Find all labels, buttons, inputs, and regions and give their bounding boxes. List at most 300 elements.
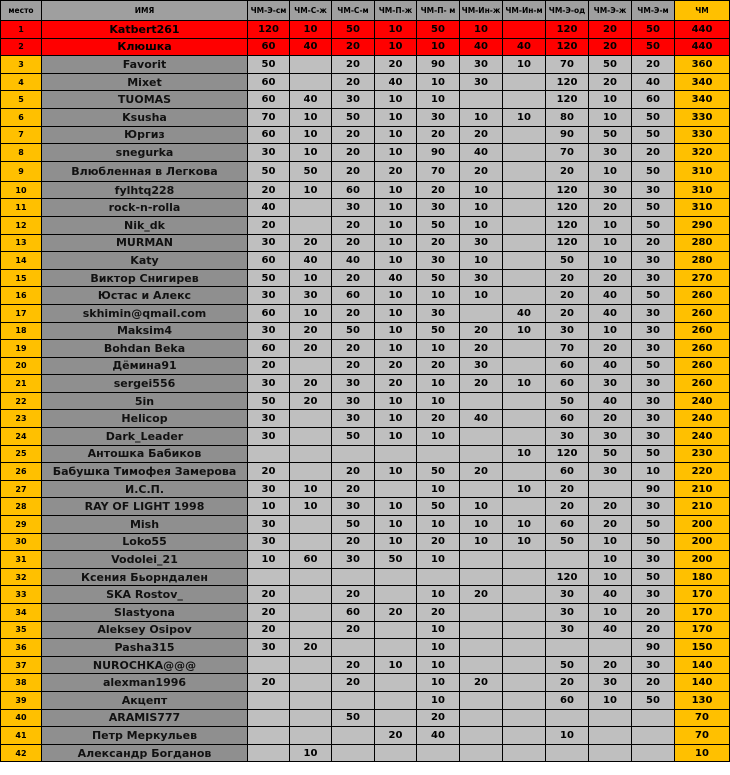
score-cell: 30 [460,56,503,74]
score-cell: 10 [375,21,417,39]
score-cell: 20 [375,375,417,393]
score-cell: 120 [546,181,589,199]
score-cell: 20 [589,656,632,674]
total-cell: 10 [675,744,730,762]
score-cell [503,604,546,622]
score-cell [248,744,290,762]
score-cell: 20 [632,56,675,74]
name-cell: Katy [42,252,248,270]
name-cell: RAY OF LIGHT 1998 [42,498,248,516]
place-cell: 23 [1,410,42,428]
score-cell: 20 [460,161,503,181]
score-cell: 20 [332,674,375,692]
name-cell: snegurka [42,144,248,162]
score-cell: 10 [503,533,546,551]
total-cell: 440 [675,21,730,39]
score-cell: 20 [375,604,417,622]
score-cell: 60 [546,375,589,393]
place-cell: 7 [1,126,42,144]
score-cell: 20 [546,480,589,498]
header-event: ЧМ-Э-см [248,1,290,21]
score-cell: 30 [332,199,375,217]
score-cell: 50 [632,533,675,551]
score-cell: 20 [332,533,375,551]
score-cell: 20 [332,126,375,144]
score-cell: 10 [589,234,632,252]
score-cell: 20 [290,639,332,657]
header-event: ЧМ-С-ж [290,1,332,21]
score-cell: 50 [632,516,675,534]
score-cell: 10 [460,181,503,199]
score-cell [417,445,460,463]
score-cell: 10 [290,108,332,126]
table-row [1,126,730,144]
place-cell: 30 [1,533,42,551]
score-cell: 10 [417,91,460,109]
score-cell: 20 [332,656,375,674]
table-row [1,73,730,91]
score-cell: 70 [546,340,589,358]
score-cell: 120 [546,216,589,234]
score-cell [417,568,460,586]
score-cell: 10 [375,216,417,234]
score-cell: 10 [375,410,417,428]
score-cell: 20 [332,38,375,56]
score-cell: 30 [332,551,375,569]
score-cell: 30 [332,392,375,410]
name-cell: Влюбленная в Легкова [42,161,248,181]
score-cell: 30 [332,498,375,516]
score-cell: 20 [417,234,460,252]
score-cell [290,216,332,234]
score-cell: 20 [290,375,332,393]
score-cell: 10 [503,322,546,340]
score-cell: 30 [248,533,290,551]
score-cell [290,533,332,551]
place-cell: 38 [1,674,42,692]
place-cell: 4 [1,73,42,91]
table-row [1,199,730,217]
score-cell [503,551,546,569]
score-cell: 20 [332,463,375,481]
score-cell: 10 [589,252,632,270]
score-cell: 30 [290,287,332,305]
score-cell: 30 [248,516,290,534]
total-cell: 260 [675,340,730,358]
score-cell: 10 [375,234,417,252]
score-cell: 10 [375,498,417,516]
score-cell: 20 [290,234,332,252]
score-cell [460,656,503,674]
table-row [1,161,730,181]
score-cell: 20 [460,674,503,692]
score-cell [460,709,503,727]
score-cell: 50 [417,498,460,516]
score-cell [332,727,375,745]
place-cell: 10 [1,181,42,199]
name-cell: Mixet [42,73,248,91]
score-cell [248,727,290,745]
score-cell: 20 [460,375,503,393]
table-row [1,108,730,126]
table-body [1,21,730,762]
table-row [1,252,730,270]
table-row [1,621,730,639]
total-cell: 270 [675,269,730,287]
score-cell [248,709,290,727]
name-cell: Helicop [42,410,248,428]
score-cell: 10 [417,375,460,393]
total-cell: 70 [675,709,730,727]
score-cell: 30 [417,108,460,126]
score-cell [546,639,589,657]
score-cell: 10 [546,727,589,745]
score-cell: 70 [248,108,290,126]
score-cell: 50 [332,428,375,446]
score-cell [290,445,332,463]
score-cell: 30 [460,73,503,91]
place-cell: 35 [1,621,42,639]
score-cell [589,480,632,498]
score-cell: 60 [332,604,375,622]
score-cell: 10 [460,216,503,234]
score-cell [503,91,546,109]
score-cell [460,445,503,463]
score-cell: 30 [632,498,675,516]
score-cell: 20 [332,480,375,498]
score-cell: 50 [632,161,675,181]
score-cell: 20 [546,498,589,516]
name-cell: Виктор Снигирев [42,269,248,287]
score-cell: 120 [546,91,589,109]
total-cell: 230 [675,445,730,463]
score-cell [290,568,332,586]
score-cell: 20 [546,674,589,692]
score-cell: 10 [460,252,503,270]
table-row [1,287,730,305]
place-cell: 18 [1,322,42,340]
name-cell: Dark_Leader [42,428,248,446]
score-cell [375,445,417,463]
score-cell: 30 [589,144,632,162]
score-cell: 30 [332,410,375,428]
score-cell: 50 [332,516,375,534]
score-cell: 10 [417,656,460,674]
score-cell: 60 [248,91,290,109]
score-cell [460,621,503,639]
place-cell: 40 [1,709,42,727]
score-cell: 30 [417,304,460,322]
score-cell: 40 [460,144,503,162]
score-cell: 10 [375,252,417,270]
score-cell: 20 [589,269,632,287]
score-cell: 30 [248,287,290,305]
name-cell: skhimin@qmail.com [42,304,248,322]
score-cell: 20 [332,357,375,375]
score-cell [503,568,546,586]
score-cell: 60 [632,91,675,109]
score-cell: 20 [589,516,632,534]
place-cell: 13 [1,234,42,252]
score-cell [290,73,332,91]
name-cell: Ksusha [42,108,248,126]
header-place: место [1,1,42,21]
score-cell [503,181,546,199]
place-cell: 27 [1,480,42,498]
score-cell: 10 [589,216,632,234]
score-cell: 20 [290,322,332,340]
score-cell: 70 [546,56,589,74]
score-cell: 40 [589,621,632,639]
table-row [1,38,730,56]
score-cell: 10 [460,21,503,39]
score-cell: 10 [375,304,417,322]
score-cell: 40 [332,252,375,270]
score-cell [503,709,546,727]
score-cell: 30 [248,322,290,340]
score-cell: 10 [375,108,417,126]
score-cell: 20 [589,498,632,516]
score-cell: 10 [632,463,675,481]
table-row [1,744,730,762]
total-cell: 280 [675,252,730,270]
score-cell: 20 [248,621,290,639]
score-cell: 50 [632,216,675,234]
score-cell: 20 [332,269,375,287]
score-cell: 10 [589,161,632,181]
name-cell: alexman1996 [42,674,248,692]
score-cell: 10 [417,691,460,709]
score-cell [290,516,332,534]
score-cell: 10 [290,126,332,144]
score-cell: 10 [417,551,460,569]
name-cell: Mish [42,516,248,534]
score-cell: 20 [332,73,375,91]
table-row [1,498,730,516]
score-cell: 30 [248,480,290,498]
score-cell: 50 [248,161,290,181]
table-row [1,674,730,692]
name-cell: Клюшка [42,38,248,56]
score-cell: 10 [375,340,417,358]
score-cell [503,161,546,181]
total-cell: 340 [675,91,730,109]
score-cell [375,568,417,586]
name-cell: rock-n-rolla [42,199,248,217]
score-cell: 30 [248,144,290,162]
score-cell: 20 [589,199,632,217]
score-cell: 10 [375,463,417,481]
score-cell [503,340,546,358]
score-cell: 50 [632,126,675,144]
table-row [1,21,730,39]
score-cell: 10 [460,287,503,305]
total-cell: 70 [675,727,730,745]
score-cell: 120 [546,38,589,56]
total-cell: 260 [675,287,730,305]
header-event: ЧМ-П-ж [375,1,417,21]
total-cell: 200 [675,533,730,551]
name-cell: Maksim4 [42,322,248,340]
score-cell: 20 [460,463,503,481]
score-cell [503,216,546,234]
score-cell: 20 [589,38,632,56]
score-cell: 30 [632,586,675,604]
score-cell: 10 [417,392,460,410]
place-cell: 26 [1,463,42,481]
score-cell [632,727,675,745]
score-cell: 120 [546,445,589,463]
place-cell: 36 [1,639,42,657]
header-event: ЧМ-Ин-м [503,1,546,21]
score-cell: 10 [375,144,417,162]
score-cell: 20 [589,410,632,428]
total-cell: 240 [675,392,730,410]
score-cell: 60 [248,340,290,358]
score-cell: 20 [375,56,417,74]
score-cell: 120 [248,21,290,39]
score-cell: 50 [290,161,332,181]
score-cell [503,463,546,481]
score-cell [546,551,589,569]
name-cell: Vodolei_21 [42,551,248,569]
score-cell: 50 [332,322,375,340]
table-row [1,691,730,709]
name-cell: SKA Rostov_ [42,586,248,604]
score-cell: 10 [417,586,460,604]
score-cell [290,586,332,604]
place-cell: 15 [1,269,42,287]
name-cell: fylhtq228 [42,181,248,199]
score-cell: 10 [589,604,632,622]
score-cell: 10 [417,73,460,91]
score-cell [503,744,546,762]
score-cell: 30 [632,551,675,569]
score-cell: 10 [503,375,546,393]
score-cell: 20 [332,216,375,234]
score-cell [460,551,503,569]
score-cell: 90 [417,56,460,74]
place-cell: 39 [1,691,42,709]
score-cell: 20 [248,674,290,692]
score-cell: 60 [546,691,589,709]
total-cell: 260 [675,304,730,322]
score-cell: 30 [460,269,503,287]
total-cell: 320 [675,144,730,162]
score-cell: 30 [589,428,632,446]
score-cell: 50 [332,709,375,727]
score-cell: 50 [546,656,589,674]
name-cell: MURMAN [42,234,248,252]
table-row [1,392,730,410]
name-cell: Юргиз [42,126,248,144]
score-cell [375,586,417,604]
score-cell: 10 [375,91,417,109]
name-cell: sergei556 [42,375,248,393]
score-cell: 20 [248,463,290,481]
score-cell [332,639,375,657]
score-cell: 20 [375,161,417,181]
score-cell: 30 [417,252,460,270]
score-cell [248,656,290,674]
name-cell: Katbert261 [42,21,248,39]
score-cell: 20 [290,392,332,410]
score-cell [503,252,546,270]
place-cell: 33 [1,586,42,604]
score-cell: 60 [546,463,589,481]
name-cell: NUROCHKA@@@ [42,656,248,674]
score-cell [375,744,417,762]
total-cell: 340 [675,73,730,91]
score-cell: 10 [589,568,632,586]
score-cell: 10 [589,533,632,551]
score-cell: 50 [332,108,375,126]
score-cell: 40 [417,727,460,745]
score-cell [589,639,632,657]
score-cell: 10 [589,551,632,569]
score-cell [332,744,375,762]
score-cell: 50 [632,199,675,217]
score-cell: 10 [290,304,332,322]
table-row [1,91,730,109]
table-row [1,340,730,358]
score-cell: 50 [248,269,290,287]
score-cell: 10 [589,691,632,709]
score-cell: 10 [417,340,460,358]
score-cell: 10 [417,674,460,692]
score-cell: 10 [290,498,332,516]
score-cell: 50 [632,287,675,305]
total-cell: 130 [675,691,730,709]
score-cell: 20 [332,340,375,358]
score-cell [290,199,332,217]
total-cell: 140 [675,656,730,674]
score-cell: 30 [589,181,632,199]
header-name: ИМЯ [42,1,248,21]
score-cell: 20 [332,304,375,322]
score-cell: 10 [290,181,332,199]
score-cell: 10 [290,269,332,287]
score-cell [290,56,332,74]
score-cell: 60 [248,252,290,270]
score-cell: 10 [503,108,546,126]
score-cell [503,357,546,375]
score-cell: 20 [375,727,417,745]
score-cell: 30 [248,410,290,428]
table-row [1,480,730,498]
score-cell [248,691,290,709]
score-cell: 30 [546,604,589,622]
score-cell: 20 [332,586,375,604]
score-cell: 120 [546,568,589,586]
table-row [1,234,730,252]
total-cell: 150 [675,639,730,657]
score-cell [460,727,503,745]
name-cell: Антошка Бабиков [42,445,248,463]
score-cell: 50 [375,551,417,569]
place-cell: 3 [1,56,42,74]
total-cell: 180 [675,568,730,586]
table-row [1,216,730,234]
score-cell: 50 [632,568,675,586]
name-cell: Ксения Бьорндален [42,568,248,586]
score-cell: 70 [417,161,460,181]
score-cell [290,709,332,727]
score-cell: 30 [589,674,632,692]
name-cell: Александр Богданов [42,744,248,762]
score-cell: 10 [375,656,417,674]
name-cell: Юстас и Алекс [42,287,248,305]
